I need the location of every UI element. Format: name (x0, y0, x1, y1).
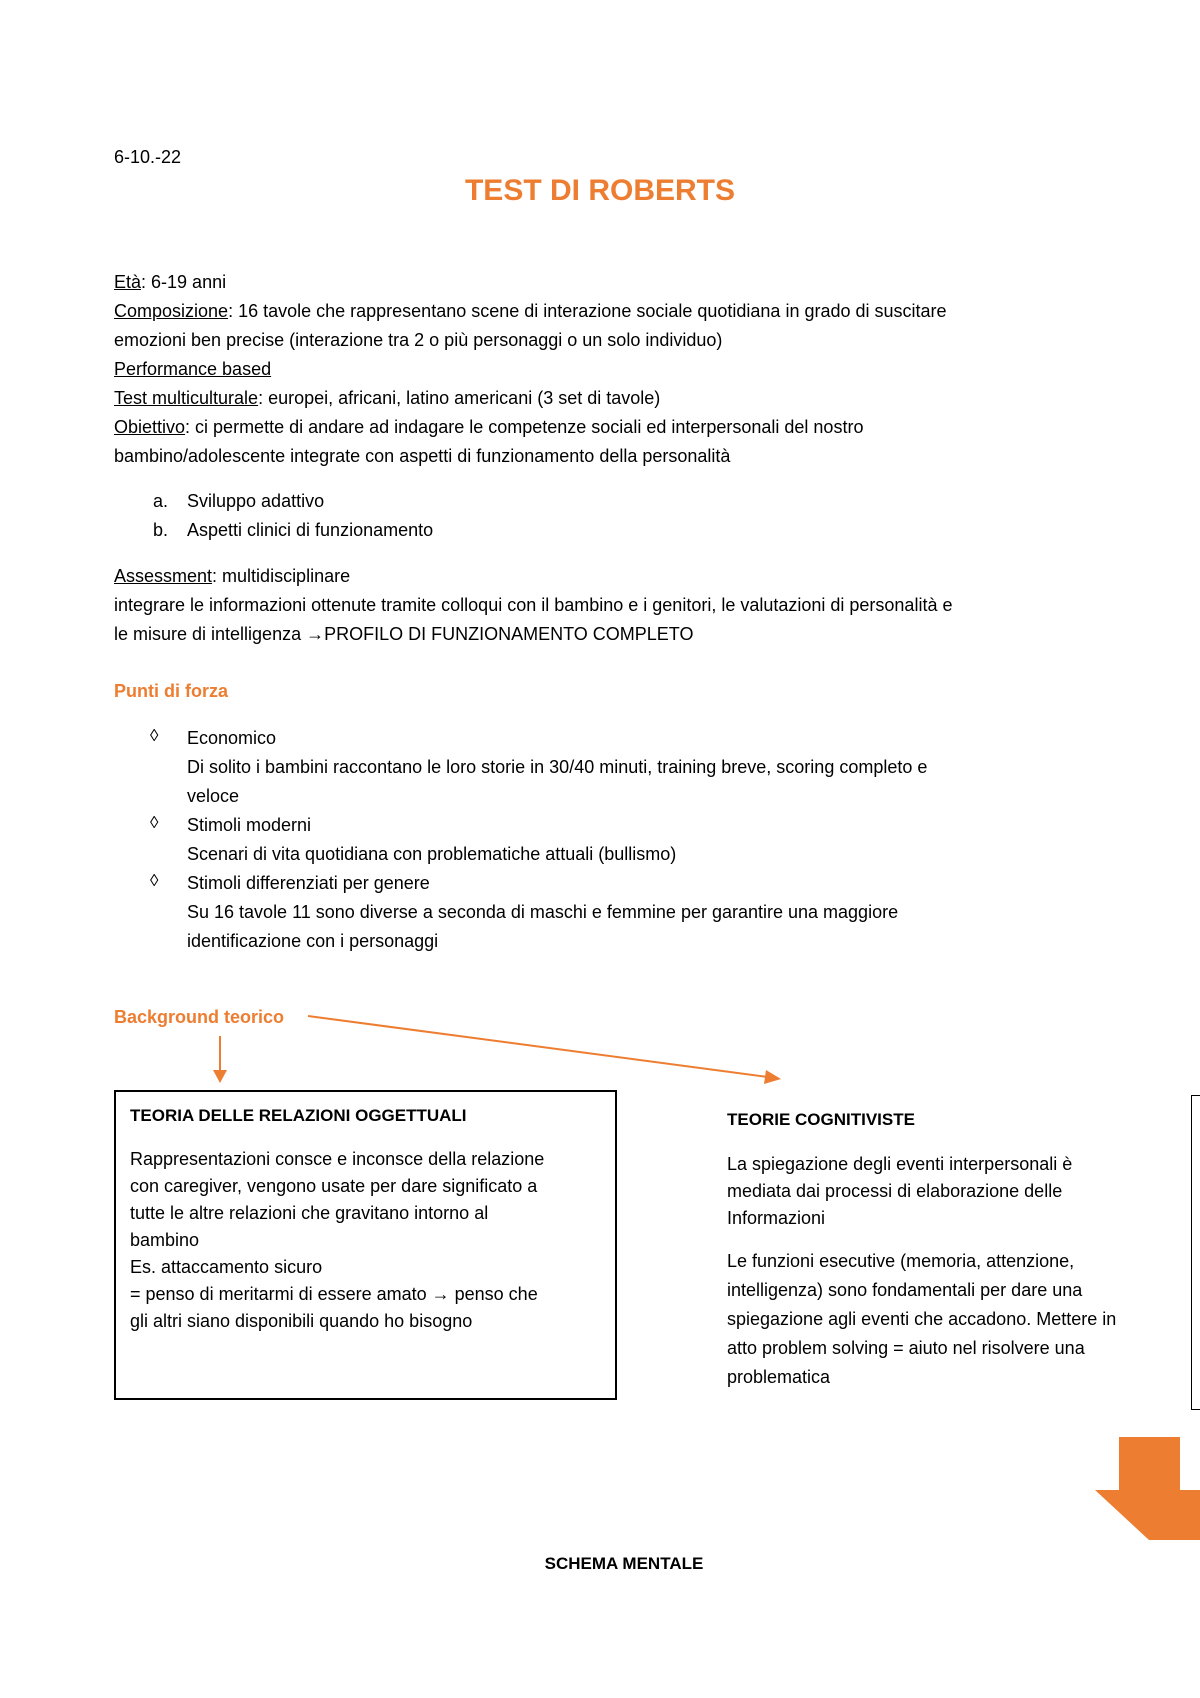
obiettivo-label: Obiettivo (114, 417, 186, 437)
diamond-bullet-icon: ◊ (150, 813, 159, 832)
cognitiviste-line: La spiegazione degli eventi interpersonali è (727, 1154, 1073, 1174)
teoria-relazioni-example (130, 1281, 538, 1308)
multiculturale-value: : europei, africani, latino americani (3 set di tavole) (258, 388, 661, 408)
teoria-relazioni-line: Es. attaccamento sicuro (130, 1257, 323, 1277)
assessment-label: Assessment (114, 566, 213, 586)
teoria-relazioni-line: Rappresentazioni consce e inconsce della relazione (130, 1149, 545, 1169)
big-down-arrow-icon (1095, 1437, 1200, 1540)
teorie-cognitiviste-title: TEORIE COGNITIVISTE (727, 1110, 915, 1129)
diamond-bullet-icon: ◊ (150, 871, 159, 890)
assessment-text-2-prefix: le misure di intelligenza (114, 624, 307, 644)
strength-desc: veloce (187, 786, 240, 806)
eta-value: : 6-19 anni (141, 272, 227, 292)
strength-desc: Su 16 tavole 11 sono diverse a seconda di maschi e femmine per garantire una maggiore (187, 902, 899, 922)
schema-mentale-label: SCHEMA MENTALE (544, 1554, 704, 1573)
right-arrow-icon: → (431, 1284, 450, 1304)
list-item: Aspetti clinici di funzionamento (187, 520, 434, 540)
composizione-label: Composizione (114, 301, 229, 321)
arrow-to-right-box-icon (308, 1016, 781, 1084)
cognitiviste-line: problematica (727, 1367, 831, 1387)
strength-desc: Di solito i bambini raccontano le loro storie in 30/40 minuti, training breve, scoring completo e (187, 757, 928, 777)
cognitiviste-line: mediata dai processi di elaborazione delle (727, 1181, 1063, 1201)
date: 6-10.-22 (114, 147, 182, 167)
strength-title: Stimoli moderni (187, 815, 312, 835)
cognitiviste-line: atto problem solving = aiuto nel risolvere una (727, 1338, 1085, 1358)
cognitiviste-line: Informazioni (727, 1208, 826, 1228)
strength-desc: Scenari di vita quotidiana con problematiche attuali (bullismo) (187, 844, 677, 864)
teoria-relazioni-line: bambino (130, 1230, 200, 1250)
teoria-relazioni-line: con caregiver, vengono usate per dare significato a (130, 1176, 538, 1196)
composizione-line-2: emozioni ben precise (interazione tra 2 o più personaggi o un solo individuo) (114, 330, 723, 350)
teoria-relazioni-box (114, 1090, 617, 1400)
teoria-relazioni-title: TEORIA DELLE RELAZIONI OGGETTUALI (130, 1106, 467, 1125)
eta-label: Età (114, 272, 142, 292)
teoria-relazioni-line: gli altri siano disponibili quando ho bisogno (130, 1311, 473, 1331)
strength-title: Economico (187, 728, 277, 748)
list-item: Sviluppo adattivo (187, 491, 325, 511)
list-marker: b. (153, 520, 169, 540)
multiculturale-label: Test multiculturale (114, 388, 259, 408)
page-title: TEST DI ROBERTS (464, 174, 735, 207)
teoria-relazioni-line: tutte le altre relazioni che gravitano intorno al (130, 1203, 489, 1223)
composizione-text-1: : 16 tavole che rappresentano scene di interazione sociale quotidiana in grado di suscitare (228, 301, 947, 321)
diamond-bullet-icon: ◊ (150, 726, 159, 745)
right-arrow-icon: → (306, 624, 325, 644)
cognitiviste-line: Le funzioni esecutive (memoria, attenzione, (727, 1251, 1075, 1271)
arrow-down-to-left-box-icon (213, 1036, 227, 1083)
obiettivo-text-1: : ci permette di andare ad indagare le competenze sociali ed interpersonali del nostro (185, 417, 864, 437)
performance-based: Performance based (114, 359, 272, 379)
strength-title: Stimoli differenziati per genere (187, 873, 430, 893)
assessment-value: : multidisciplinare (212, 566, 351, 586)
profilo-funzionamento: PROFILO DI FUNZIONAMENTO COMPLETO (324, 624, 694, 644)
list-marker: a. (153, 491, 169, 511)
strength-desc: identificazione con i personaggi (187, 931, 439, 951)
assessment-text-1: integrare le informazioni ottenute tramite colloqui con il bambino e i genitori, le valutazioni di personalità e (114, 595, 953, 615)
example-prefix: = penso di meritarmi di essere amato (130, 1284, 432, 1304)
cognitiviste-line: spiegazione agli eventi che accadono. Mettere in (727, 1309, 1117, 1329)
punti-di-forza-heading: Punti di forza (114, 681, 228, 701)
background-teorico-heading: Background teorico (114, 1007, 285, 1027)
cognitiviste-line: intelligenza) sono fondamentali per dare una (727, 1280, 1083, 1300)
obiettivo-line-2: bambino/adolescente integrate con aspetti di funzionamento della personalità (114, 446, 731, 466)
example-suffix: penso che (449, 1284, 538, 1304)
partial-box-edge (1191, 1095, 1200, 1410)
